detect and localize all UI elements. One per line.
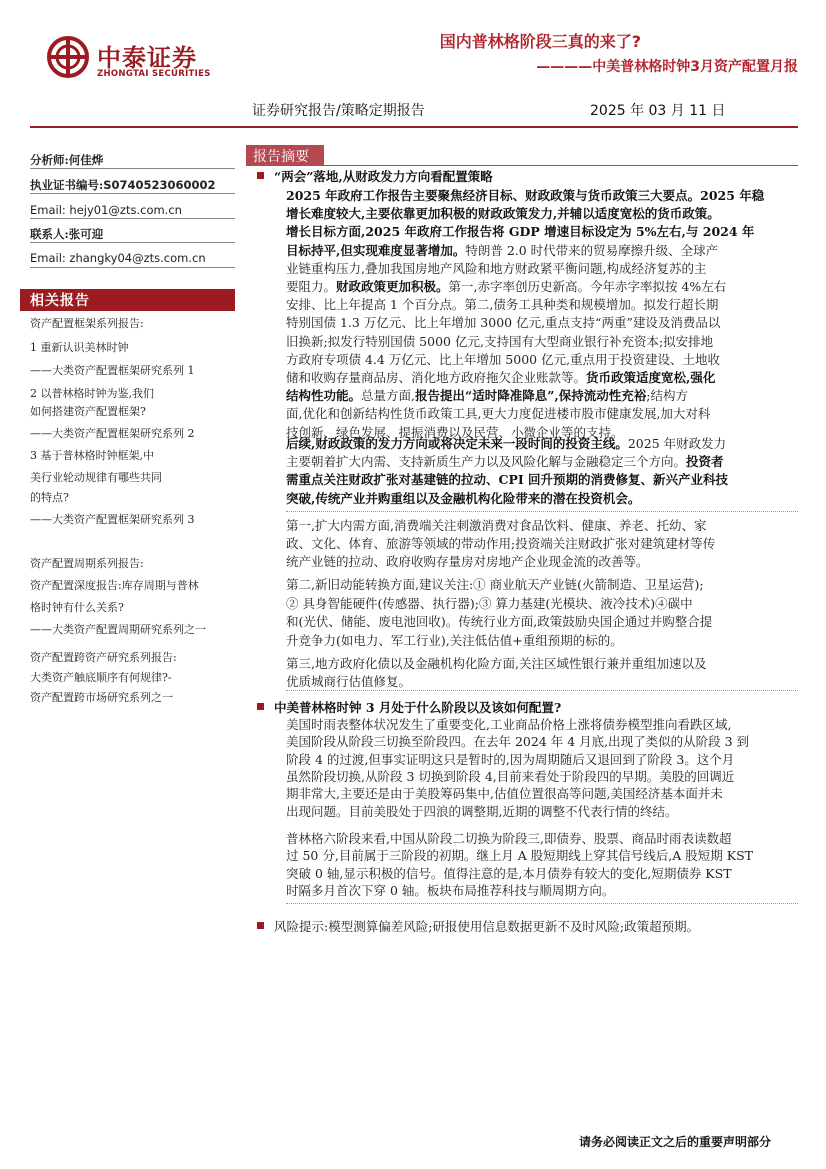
related-item[interactable]: 美行业轮动规律有哪些共同 <box>30 471 162 484</box>
related-item: 资产配置跨资产研究系列报告: <box>30 651 177 664</box>
logo-english-name: ZHONGTAI SECURITIES <box>97 69 211 79</box>
paragraph-line: 方政府专项债 4.4 万亿元、比上年增加 5000 亿元,重点用于投资建设、土地收 <box>286 351 721 367</box>
footer-disclaimer: 请务必阅读正文之后的重要声明部分 <box>578 1135 771 1149</box>
paragraph-line: 增长目标方面,2025 年政府工作报告将 GDP 增速目标设定为 5%左右,与 2024 年 <box>286 224 755 240</box>
summary-divider <box>246 165 798 166</box>
paragraph-line: 后续,财政政策的发力方向或将决定未来一段时间的投资主线。2025 年财政发力 <box>286 436 727 451</box>
paragraph-line: 第三,地方政府化债以及金融机构化险方面,关注区域性银行兼并重组加速以及 <box>286 656 707 671</box>
paragraph-line: 期非常大,主要还是由于美股筹码集中,估值位置很高等问题,美国经济基本面并未 <box>286 786 723 802</box>
related-item[interactable]: ——大类资产配置框架研究系列 1 <box>30 364 195 377</box>
cert-line <box>30 177 216 193</box>
bullet-icon <box>257 172 264 179</box>
paragraph-line: 美国阶段从阶段三切换至阶段四。在去年 2024 年 4 月底,出现了类似的从阶段 3 到 <box>286 734 750 750</box>
related-item[interactable]: 大类资产触底顺序有何规律?- <box>30 671 172 684</box>
bullet-icon <box>257 922 264 929</box>
logo-chinese-name: 中泰证券 <box>97 44 197 72</box>
sidebar-divider <box>30 267 235 268</box>
analyst-label: 分析师: <box>30 153 69 167</box>
paragraph-line: 阶段 4 的过渡,但事实证明这只是暂时的,因为周期随后又退回到了阶段 3。这个月 <box>286 751 735 767</box>
analyst-name: 何佳烨 <box>68 153 104 167</box>
paragraph-line: 出现问题。目前美股处于四浪的调整期,近期的调整不代表行情的终结。 <box>286 803 678 819</box>
related-item: 资产配置框架系列报告: <box>30 317 144 330</box>
related-item[interactable]: ——大类资产配置周期研究系列之一 <box>30 623 206 636</box>
paragraph-line: 技创新、绿色发展、提振消费以及民营、小微企业等的支持。 <box>286 424 624 440</box>
paragraph-line: 安排、比上年提高 1 个百分点。第二,债务工具种类和规模增加。拟发行超长期 <box>286 297 719 313</box>
report-subtitle: ————中美普林格时钟3月资产配置月报 <box>536 59 798 75</box>
analyst-line <box>30 152 103 168</box>
paragraph-line: 虽然阶段切换,从阶段 3 切换到阶段 4,目前来看处于阶段四的早期。美股的回调近 <box>286 768 735 784</box>
paragraph-line: 面,优化和创新结构性货币政策工具,更大力度促进楼市股市健康发展,加大对科 <box>286 406 711 422</box>
sidebar-divider <box>30 168 235 169</box>
related-item[interactable]: ——大类资产配置框架研究系列 2 <box>30 427 195 440</box>
paragraph-line: 和(光伏、储能、废电池回收)。传统行业方面,政策鼓励央国企通过并购整合提 <box>286 614 713 629</box>
paragraph-line: 突破 0 轴,显示积极的信号。值得注意的是,本月债券有较大的变化,短期债券 KST <box>286 865 732 881</box>
cert-number: S0740523060002 <box>103 178 216 192</box>
sidebar-divider <box>30 193 235 194</box>
related-reports-title: 相关报告 <box>30 293 90 309</box>
paragraph-line: 增长难度较大,主要依靠更加积极的财政政策发力,并辅以适度宽松的货币政策。 <box>286 206 720 222</box>
dotted-divider <box>286 903 798 904</box>
summary-tab-label: 报告摘要 <box>253 149 309 165</box>
paragraph-line: 美国时雨表整体状况发生了重要变化,工业商品价格上涨将债券模型推向看跌区域, <box>286 717 732 732</box>
report-title: 国内普林格阶段三真的来了? <box>439 32 641 51</box>
paragraph-line: 第二,新旧动能转换方面,建议关注:① 商业航天产业链(火箭制造、卫星运营); <box>286 577 704 592</box>
contact-label: 联系人: <box>30 227 69 241</box>
sidebar-divider <box>30 242 235 243</box>
company-logo <box>47 34 217 84</box>
sidebar-divider <box>30 218 235 219</box>
paragraph-line: 优质城商行估值修复。 <box>286 674 412 690</box>
paragraph-line: 需重点关注财政扩张对基建链的拉动、CPI 回升预期的消费修复、新兴产业科技 <box>286 472 729 488</box>
dotted-divider <box>286 511 798 512</box>
report-date: 2025 年 03 月 11 日 <box>590 103 726 119</box>
paragraph-line: 旧换新;拟发行特别国债 5000 亿元,支持国有大型商业银行补充资本;拟安排地 <box>286 333 714 349</box>
paragraph-line: 目标持平,但实现难度显著增加。特朗普 2.0 时代带来的贸易摩擦升级、全球产 <box>286 242 719 258</box>
paragraph-line: 主要朝着扩大内需、支持新质生产力以及风险化解与金融稳定三个方向。投资者 <box>286 454 724 470</box>
paragraph-line: 政、文化、体育、旅游等领域的带动作用;投资端关注财政扩张对建筑建材等传 <box>286 536 716 552</box>
paragraph-line: 过 50 分,目前属于三阶段的初期。继上月 A 股短期线上穿其信号线后,A 股短期 KST <box>286 848 753 864</box>
paragraph-line: 储和收购存量商品房、消化地方政府拖欠企业账款等。货币政策适度宽松,强化 <box>286 370 716 385</box>
related-item[interactable]: 格时钟有什么关系? <box>30 601 124 614</box>
related-item[interactable]: 1 重新认识美林时钟 <box>30 341 129 354</box>
paragraph-line: 统产业链的拉动、政府收购存量房对房地产企业现金流的改善等。 <box>286 554 649 570</box>
report-type: 证券研究报告/策略定期报告 <box>252 103 425 119</box>
related-item[interactable]: 2 以普林格时钟为鉴,我们 <box>30 387 154 400</box>
section-heading: 中美普林格时钟 3 月处于什么阶段以及该如何配置? <box>274 700 562 715</box>
contact-name: 张可迎 <box>68 227 104 241</box>
related-item[interactable]: 如何搭建资产配置框架? <box>30 405 146 418</box>
contact-line <box>30 226 103 242</box>
paragraph-line: 升竞争力(如电力、军工行业),关注低估值+重组预期的标的。 <box>286 632 623 648</box>
paragraph-line: 第一,扩大内需方面,消费端关注刺激消费对食品饮料、健康、养老、托幼、家 <box>286 518 707 533</box>
cert-label: 执业证书编号: <box>30 178 104 192</box>
risk-note: 风险提示:模型测算偏差风险;研报使用信息数据更新不及时风险;政策超预期。 <box>274 919 700 934</box>
related-item[interactable]: 3 基于普林格时钟框架,中 <box>30 449 154 462</box>
zhongtai-logo-icon <box>47 36 89 78</box>
bullet-icon <box>257 703 264 710</box>
section-heading: “两会”落地,从财政发力方向看配置策略 <box>274 169 493 184</box>
related-item[interactable]: 的特点? <box>30 491 69 504</box>
related-item[interactable]: ——大类资产配置框架研究系列 3 <box>30 513 195 526</box>
related-item: 资产配置周期系列报告: <box>30 557 144 570</box>
paragraph-line: ② 具身智能硬件(传感器、执行器);③ 算力基建(光模块、液冷技术)④碳中 <box>286 595 693 611</box>
related-item[interactable]: 资产配置深度报告:库存周期与普林 <box>30 579 199 592</box>
paragraph-line: 特别国债 1.3 万亿元、比上年增加 3000 亿元,重点支持“两重”建设及消费品以 <box>286 315 721 331</box>
related-reports-header <box>20 289 235 311</box>
summary-tab <box>246 145 324 165</box>
related-item[interactable]: 资产配置跨市场研究系列之一 <box>30 691 173 704</box>
paragraph-line: 2025 年政府工作报告主要聚焦经济目标、财政政策与货币政策三大要点。2025 年稳 <box>286 188 765 203</box>
paragraph-line: 突破,传统产业并购重组以及金融机构化险带来的潜在投资机会。 <box>286 490 641 506</box>
analyst-email[interactable]: Email: hejy01@zts.com.cn <box>30 203 182 217</box>
paragraph-line: 普林格六阶段来看,中国从阶段二切换为阶段三,即债券、股票、商品时雨表读数超 <box>286 831 732 846</box>
paragraph-line: 业链重构压力,叠加我国房地产风险和地方财政紧平衡问题,构成经济复苏的主 <box>286 260 707 276</box>
contact-email[interactable]: Email: zhangky04@zts.com.cn <box>30 251 206 265</box>
paragraph-line: 时隔多月首次下穿 0 轴。板块布局推荐科技与顺周期方向。 <box>286 882 615 898</box>
header-divider <box>30 126 798 128</box>
dotted-divider <box>286 690 798 691</box>
paragraph-line: 要阻力。财政政策更加积极。第一,赤字率创历史新高。今年赤字率拟按 4%左右 <box>286 279 727 294</box>
paragraph-line: 结构性功能。总量方面,报告提出“适时降准降息”,保持流动性充裕;结构方 <box>286 388 688 404</box>
